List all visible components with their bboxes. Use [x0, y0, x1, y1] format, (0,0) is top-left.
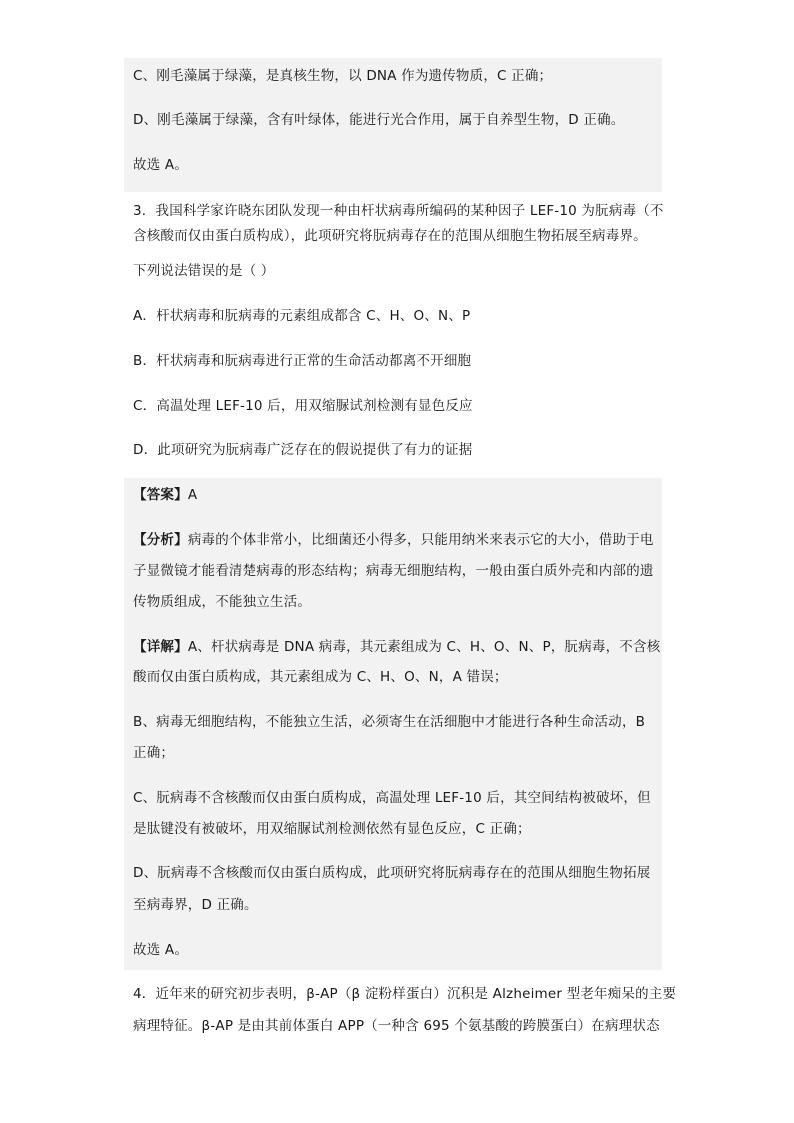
- prev-explanation-block: [124, 58, 662, 192]
- q4-stem-line-2: 病理特征。β-AP 是由其前体蛋白 APP（一种含 695 个氨基酸的跨膜蛋白）在病理状态: [133, 1018, 660, 1034]
- detail-tag: 【详解】: [133, 639, 188, 655]
- q3-analysis-line-3: 传物质组成，不能独立生活。: [133, 594, 312, 610]
- q3-detail-c-line-2: 是肽键没有被破坏，用双缩脲试剂检测依然有显色反应，C 正确；: [133, 821, 531, 837]
- analysis-tag: 【分析】: [133, 532, 188, 548]
- q3-analysis-line-1: [133, 531, 654, 549]
- q3-detail-b-line-2: 正确；: [133, 745, 175, 761]
- answer-value: A: [187, 487, 198, 503]
- q3-detail-c-line-1: C、朊病毒不含核酸而仅由蛋白质构成，高温处理 LEF-10 后，其空间结构被破坏，但: [133, 790, 651, 806]
- q3-stem-line-1: 3．我国科学家许晓东团队发现一种由杆状病毒所编码的某种因子 LEF-10 为朊病毒（不: [133, 203, 664, 219]
- q3-option-b: B．杆状病毒和朊病毒进行正常的生命活动都离不开细胞: [133, 353, 472, 369]
- answer-tag: 【答案】: [133, 487, 188, 503]
- q3-option-a: A．杆状病毒和朊病毒的元素组成都含 C、H、O、N、P: [133, 308, 471, 324]
- prev-explanation-d: D、刚毛藻属于绿藻，含有叶绿体，能进行光合作用，属于自养型生物，D 正确。: [133, 112, 625, 128]
- q3-answer-line: [133, 486, 197, 504]
- q3-detail-a-line-2: 酸而仅由蛋白质构成，其元素组成为 C、H、O、N，A 错误；: [133, 669, 508, 685]
- detail-a-text-1: A、杆状病毒是 DNA 病毒，其元素组成为 C、H、O、N、P，朊病毒，不含核: [187, 639, 661, 655]
- q3-conclusion: 故选 A。: [133, 942, 189, 958]
- q3-detail-d-line-1: D、朊病毒不含核酸而仅由蛋白质构成，此项研究将朊病毒存在的范围从细胞生物拓展: [133, 865, 651, 881]
- q3-option-c: C．高温处理 LEF-10 后，用双缩脲试剂检测有显色反应: [133, 398, 473, 414]
- q3-option-d: D．此项研究为朊病毒广泛存在的假说提供了有力的证据: [133, 442, 473, 458]
- q3-detail-d-line-2: 至病毒界，D 正确。: [133, 897, 258, 913]
- q3-stem-line-3: 下列说法错误的是（ ）: [133, 263, 275, 279]
- q3-solution-block: [124, 478, 662, 970]
- prev-conclusion: 故选 A。: [133, 157, 189, 173]
- prev-explanation-c: C、刚毛藻属于绿藻，是真核生物，以 DNA 作为遗传物质，C 正确；: [133, 68, 553, 84]
- q3-detail-b-line-1: B、病毒无细胞结构，不能独立生活，必须寄生在活细胞中才能进行各种生命活动，B: [133, 714, 646, 730]
- q4-stem-line-1: 4．近年来的研究初步表明，β-AP（β 淀粉样蛋白）沉积是 Alzheimer 型老年痴呆的主要: [133, 986, 677, 1002]
- q3-analysis-line-2: 子显微镜才能看清楚病毒的形态结构；病毒无细胞结构，一般由蛋白质外壳和内部的遗: [133, 563, 654, 579]
- q3-stem-line-2: 含核酸而仅由蛋白质构成），此项研究将朊病毒存在的范围从细胞生物拓展至病毒界。: [133, 228, 647, 244]
- analysis-text-1: 病毒的个体非常小，比细菌还小得多，只能用纳米来表示它的大小，借助于电: [187, 532, 654, 548]
- q3-detail-a-line-1: [133, 638, 660, 656]
